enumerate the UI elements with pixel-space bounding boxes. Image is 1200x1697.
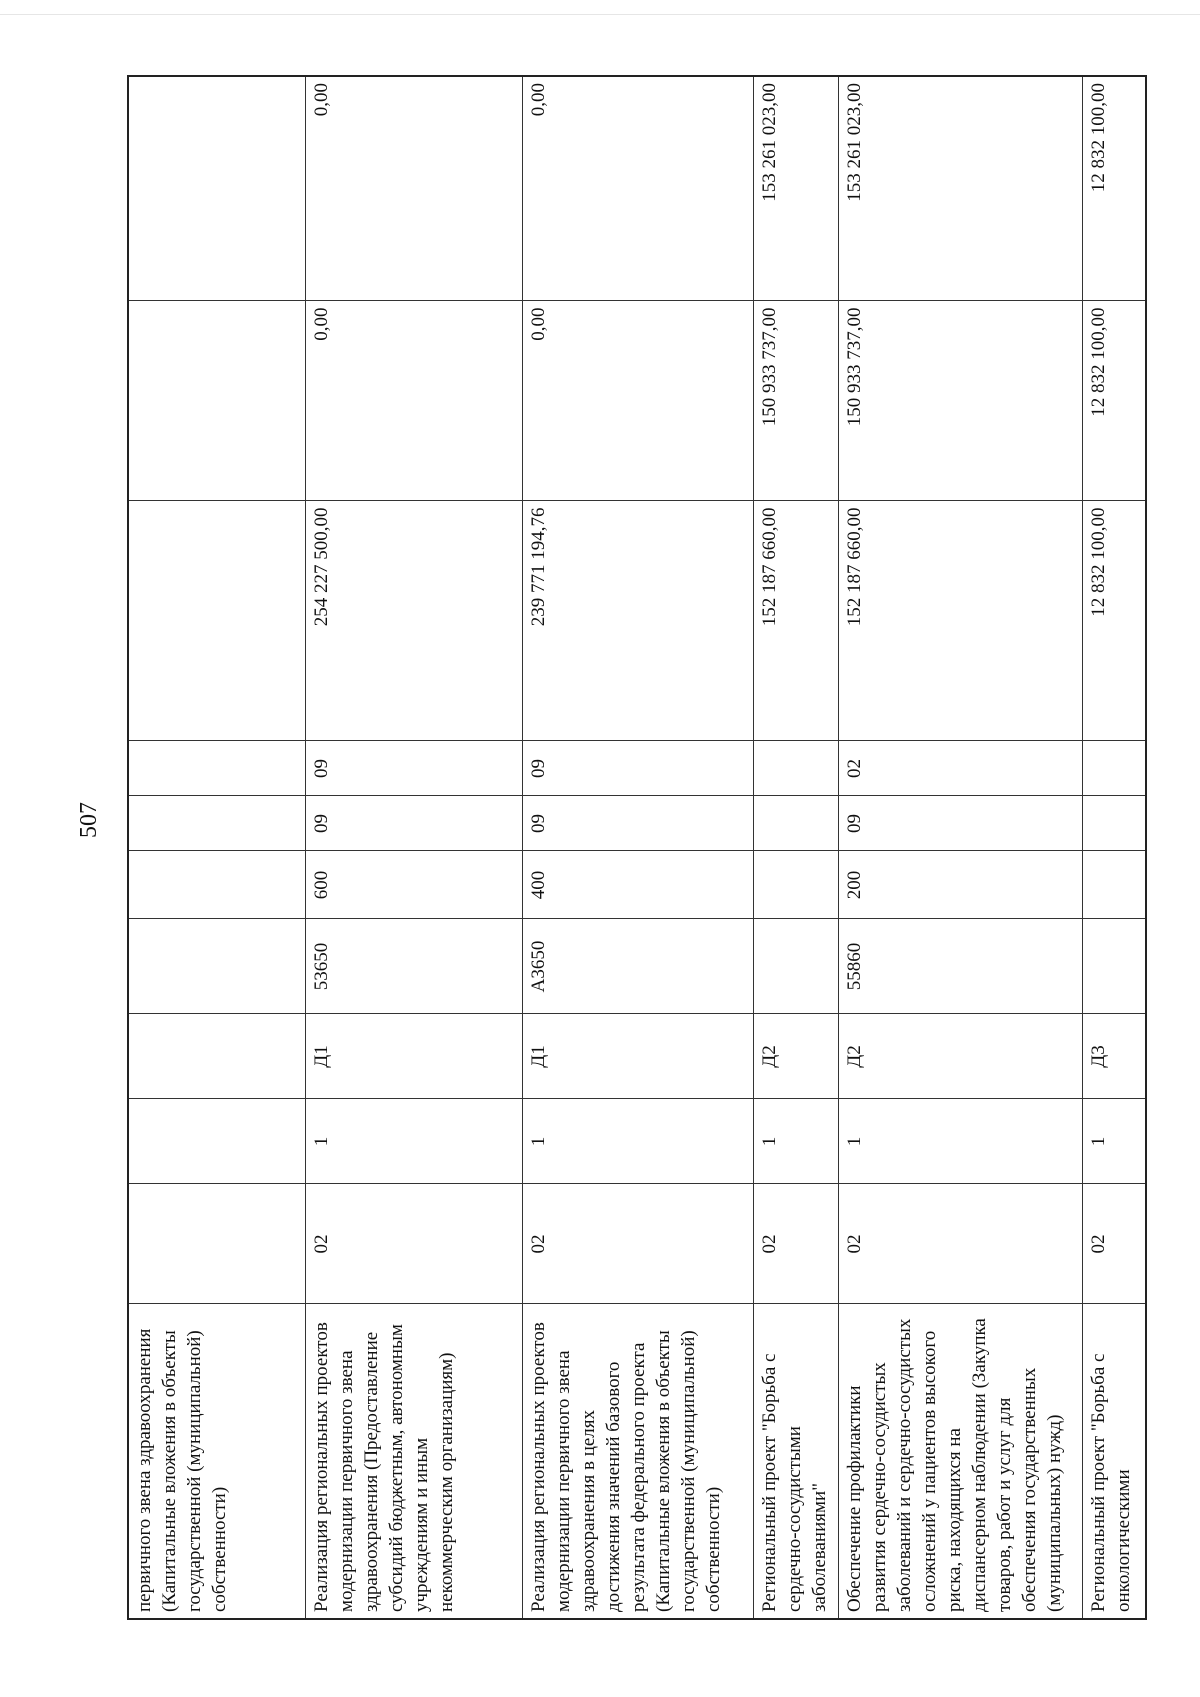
code-column-7: 02: [839, 741, 1083, 796]
amount-2: 0,00: [523, 301, 754, 501]
code-column-2: [128, 1099, 306, 1184]
code-column-5: 600: [306, 851, 523, 919]
table-row: [1083, 76, 1147, 1619]
amount-1: 152 187 660,00: [839, 501, 1083, 741]
code-column-5: [128, 851, 306, 919]
code-column-3: [128, 1014, 306, 1099]
code-column-1: 02: [839, 1184, 1083, 1304]
code-column-3: Д2: [754, 1014, 839, 1099]
code-column-3: Д2: [839, 1014, 1083, 1099]
code-column-1: 02: [1083, 1184, 1147, 1304]
code-column-6: 09: [839, 796, 1083, 851]
code-column-6: [128, 796, 306, 851]
amount-2: 12 832 100,00: [1083, 301, 1147, 501]
amount-3: 0,00: [306, 76, 523, 301]
code-column-4: [754, 919, 839, 1014]
row-name: Реализация региональных проектов модернизации первичного звена здравоохранения в целях достижения значений базового результата федерального проекта (Капитальные вложения в объекты государственной (муниципальной) собственности): [523, 1304, 754, 1619]
code-column-2: 1: [306, 1099, 523, 1184]
row-name: Реализация региональных проектов модернизации первичного звена здравоохранения (Предоставление субсидий бюджетным, автономным учреждениям и иным некоммерческим организациям): [306, 1304, 523, 1619]
row-name: первичного звена здравоохранения (Капитальные вложения в объекты государственной (муниципальной) собственности): [128, 1304, 306, 1619]
budget-table-rotated: [127, 77, 1134, 1620]
code-column-1: 02: [754, 1184, 839, 1304]
code-column-1: 02: [306, 1184, 523, 1304]
code-column-3: Д1: [306, 1014, 523, 1099]
code-column-7: [128, 741, 306, 796]
code-column-5: [1083, 851, 1147, 919]
code-column-7: 09: [523, 741, 754, 796]
code-column-4: [128, 919, 306, 1014]
amount-3: 153 261 023,00: [754, 76, 839, 301]
amount-1: 152 187 660,00: [754, 501, 839, 741]
code-column-7: [1083, 741, 1147, 796]
row-name: Региональный проект "Борьба с онкологическими: [1083, 1304, 1147, 1619]
code-column-5: 200: [839, 851, 1083, 919]
row-name: Обеспечение профилактики развития сердечно-сосудистых заболеваний и сердечно-сосудистых осложнений у пациентов высокого риска, находящихся на диспансерном наблюдении (Закупка товаров, работ и услуг для обеспечения государственных (муниципальных) нужд): [839, 1304, 1083, 1619]
table-row: [128, 76, 306, 1619]
budget-table: [127, 75, 1147, 1620]
page-number: 507: [76, 802, 102, 838]
code-column-5: 400: [523, 851, 754, 919]
amount-1: [128, 501, 306, 741]
code-column-3: Д1: [523, 1014, 754, 1099]
code-column-6: 09: [306, 796, 523, 851]
code-column-4: 53650: [306, 919, 523, 1014]
amount-3: 12 832 100,00: [1083, 76, 1147, 301]
amount-2: 150 933 737,00: [754, 301, 839, 501]
amount-1: 12 832 100,00: [1083, 501, 1147, 741]
amount-1: 254 227 500,00: [306, 501, 523, 741]
amount-2: 0,00: [306, 301, 523, 501]
table-row: [754, 76, 839, 1619]
code-column-1: 02: [523, 1184, 754, 1304]
code-column-6: [1083, 796, 1147, 851]
row-name: Региональный проект "Борьба с сердечно-сосудистыми заболеваниями": [754, 1304, 839, 1619]
code-column-2: 1: [1083, 1099, 1147, 1184]
code-column-4: [1083, 919, 1147, 1014]
code-column-7: 09: [306, 741, 523, 796]
code-column-2: 1: [754, 1099, 839, 1184]
amount-3: 0,00: [523, 76, 754, 301]
scan-edge-line: [0, 14, 1200, 15]
code-column-6: [754, 796, 839, 851]
table-row: [839, 76, 1083, 1619]
code-column-6: 09: [523, 796, 754, 851]
code-column-3: Д3: [1083, 1014, 1147, 1099]
amount-2: [128, 301, 306, 501]
code-column-4: А3650: [523, 919, 754, 1014]
code-column-5: [754, 851, 839, 919]
amount-1: 239 771 194,76: [523, 501, 754, 741]
amount-3: 153 261 023,00: [839, 76, 1083, 301]
table-row: [523, 76, 754, 1619]
amount-3: [128, 76, 306, 301]
code-column-4: 55860: [839, 919, 1083, 1014]
table-row: [306, 76, 523, 1619]
code-column-7: [754, 741, 839, 796]
code-column-1: [128, 1184, 306, 1304]
amount-2: 150 933 737,00: [839, 301, 1083, 501]
code-column-2: 1: [523, 1099, 754, 1184]
code-column-2: 1: [839, 1099, 1083, 1184]
